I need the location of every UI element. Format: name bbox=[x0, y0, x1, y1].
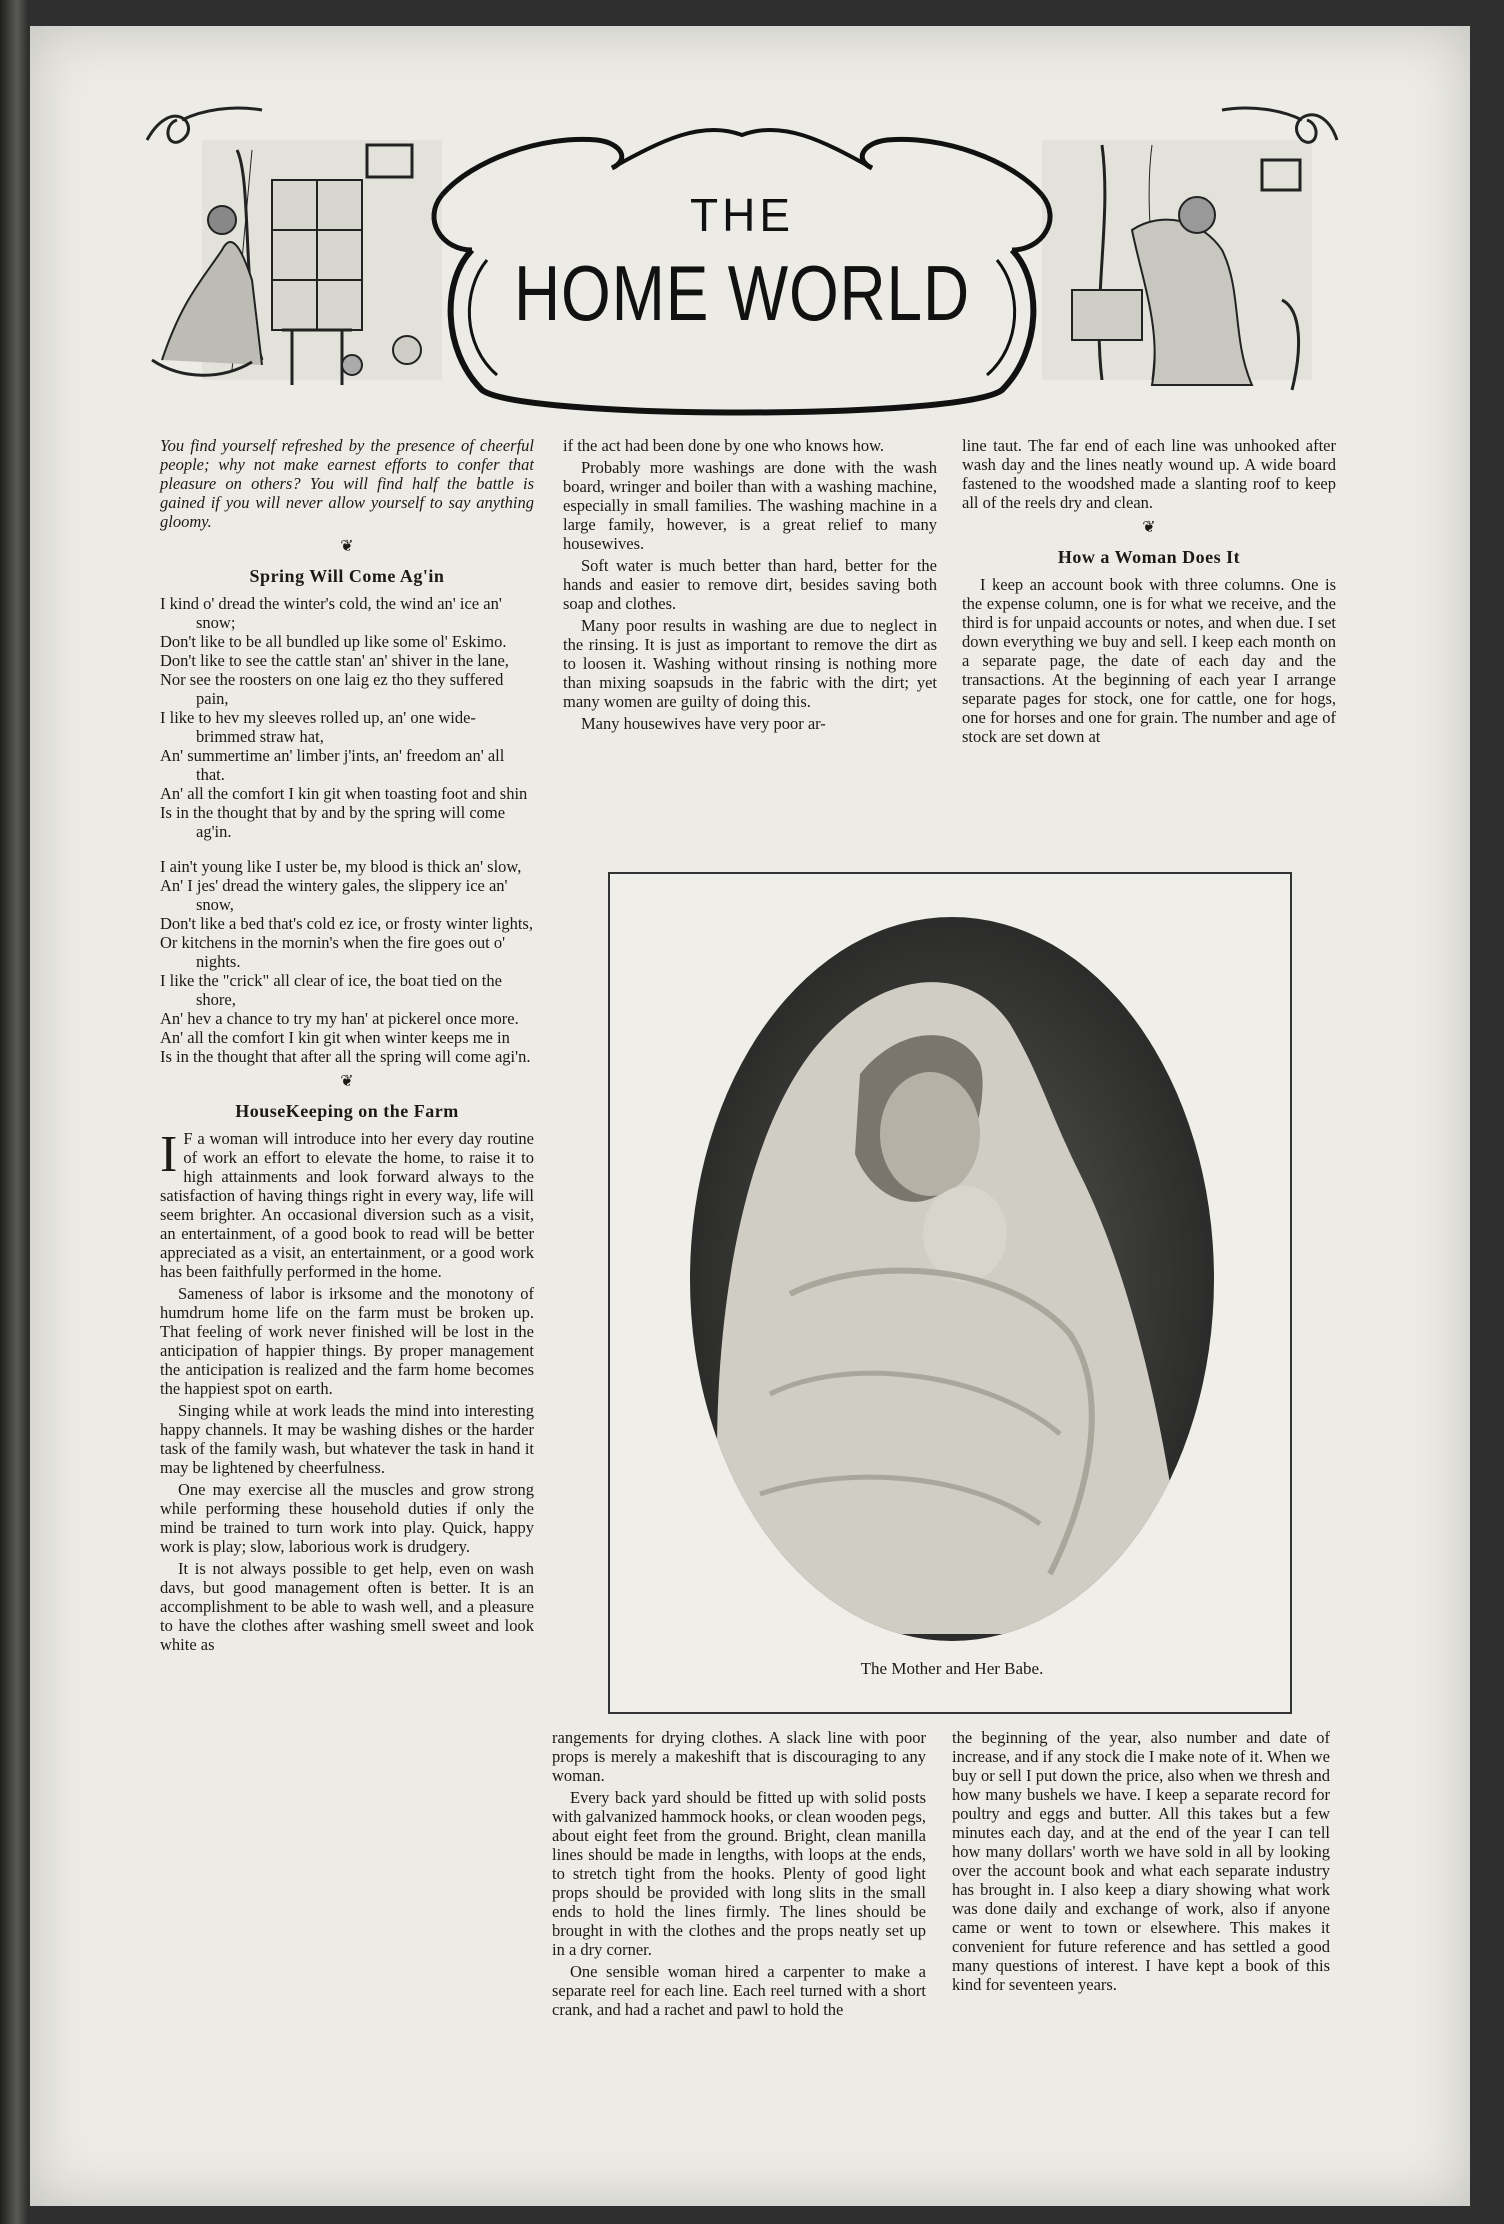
col2-p2: Probably more washings are done with the wash board, wringer and boiler than with a washing machine, especially in small families. The washing machine in a large family, however, is a great relief to many housewives. bbox=[563, 458, 937, 553]
poem-line: Don't like to see the cattle stan' an' shiver in the lane, bbox=[160, 651, 509, 670]
poem-line: Or kitchens in the mornin's when the fire goes out o' nights. bbox=[160, 933, 506, 971]
column-3-lower bbox=[952, 1728, 1330, 1997]
mother-and-babe-photo bbox=[610, 874, 1290, 1644]
lower-mid-p1: rangements for drying clothes. A slack line with poor props is merely a makeshift that is discouraging to any woman. bbox=[552, 1728, 926, 1785]
housekeeping-p5: It is not always possible to get help, even on wash davs, but good management often is better. It is an accomplishment to be able to wash well, and a pleasure to have the clothes after washing smell sweet and look white as bbox=[160, 1559, 534, 1654]
book-spine bbox=[0, 0, 28, 2224]
poem-line: Nor see the roosters on one laig ez tho they suffered pain, bbox=[160, 670, 504, 708]
housekeeping-p1 bbox=[160, 1126, 534, 1281]
leaf-ornament-icon: ❦ bbox=[340, 1073, 354, 1090]
masthead-the: THE bbox=[690, 189, 794, 241]
photo-frame bbox=[608, 872, 1292, 1714]
drop-cap: I bbox=[160, 1126, 178, 1183]
leaf-ornament-icon: ❦ bbox=[1142, 519, 1156, 536]
poem-line: An' hev a chance to try my han' at pickerel once more. bbox=[160, 1009, 519, 1028]
housekeeping-heading: HouseKeeping on the Farm bbox=[235, 1101, 459, 1121]
leaf-ornament-icon: ❦ bbox=[340, 538, 354, 555]
column-3-upper bbox=[962, 436, 1336, 749]
lower-right-p1: the beginning of the year, also number and date of increase, and if any stock die I make note of it. When we buy or sell I put down the price, also when we thresh and how many bushels we have. I keep a separate record for poultry and eggs and butter. All this takes but a few minutes each day, and at the end of the year I can tell how many dollars' worth we have sold in all by looking over the account book and what each separate industry has brought in. I also keep a diary showing what work was done daily and exchange of work, also if anyone came or went to town or elsewhere. This makes it convenient for future reference and has settled a good many questions of interest. I have kept a book of this kind for seventeen years. bbox=[952, 1728, 1330, 1994]
stanza-gap bbox=[160, 841, 534, 857]
poem-line: An' all the comfort I kin git when toasting foot and shin bbox=[160, 784, 528, 803]
housekeeping-p2: Sameness of labor is irksome and the monotony of humdrum home life on the farm must be broken up. That feeling of work never finished will be lost in the anticipation of happier things. By proper management the anticipation is realized and the farm home becomes the happiest spot on earth. bbox=[160, 1284, 534, 1398]
lower-mid-p2: Every back yard should be fitted up with solid posts with galvanized hammock hooks, or clean wooden pegs, about eight feet from the ground. Bright, clean manilla lines should be made in lengths, with loops at the ends, to stretch tight from the hooks. Plenty of good light props should be provided with long slits in the small ends to hold the lines firmly. The lines should be brought in with the clothes and the props neatly set up in a dry corner. bbox=[552, 1788, 926, 1959]
how-woman-heading: How a Woman Does It bbox=[1057, 547, 1241, 567]
poem-line: I ain't young like I uster be, my blood is thick an' slow, bbox=[160, 857, 522, 876]
poem-line: I like the "crick" all clear of ice, the boat tied on the shore, bbox=[160, 971, 502, 1009]
poem-line: An' I jes' dread the wintery gales, the slippery ice an' snow, bbox=[160, 876, 508, 914]
spring-poem bbox=[160, 594, 534, 1066]
housekeeping-p1-text: F a woman will introduce into her every day routine of work an effort to elevate the home, to raise it to high attainments and look forward always to the satisfaction of having things right in every way, life will seem brighter. An occasional diversion such as a visit, an entertainment, of a good book to read will be better appreciated as a visit, an entertainment, or a good work has been faithfully performed in the home. bbox=[160, 1129, 534, 1281]
col3-p2: I keep an account book with three columns. One is the expense column, one is for what we receive, and the third is for unpaid accounts or notes, and when due. I set down everything we buy and sell. I keep each month on a separate page, the date of each day and the transactions. At the beginning of each year I arrange separate pages for stock, one for cattle, one for hogs, one for horses and one for grain. The number and age of stock are set down at bbox=[962, 575, 1336, 746]
poem-line: Don't like to be all bundled up like some ol' Eskimo. bbox=[160, 632, 507, 651]
intro-paragraph: You find yourself refreshed by the presence of cheerful people; why not make earnest efforts to confer that pleasure on others? You will find half the battle is gained if you will never allow yourself to say anything gloomy. bbox=[160, 436, 534, 531]
col2-p4: Many poor results in washing are due to neglect in the rinsing. It is just as important to remove the dirt as to loosen it. Washing without rinsing is nothing more than mixing soapsuds in the fabric with the dirt; yet many women are guilty of doing this. bbox=[563, 616, 937, 711]
photo-caption: The Mother and Her Babe. bbox=[860, 1659, 1044, 1678]
poem-line: An' all the comfort I kin git when winter keeps me in bbox=[160, 1028, 510, 1047]
poem-line: I kind o' dread the winter's cold, the wind an' ice an' snow; bbox=[160, 594, 502, 632]
housekeeping-p3: Singing while at work leads the mind into interesting happy channels. It may be washing dishes or the harder task of the family wash, but whatever the task in hand it may be lightened by cheerfulness. bbox=[160, 1401, 534, 1477]
left-illustration bbox=[147, 108, 442, 385]
spring-heading: Spring Will Come Ag'in bbox=[249, 566, 445, 586]
housekeeping-p4: One may exercise all the muscles and grow strong while performing these household duties if only the mind be trained to turn work into play. Quick, happy work is play; slow, laborious work is drudgery. bbox=[160, 1480, 534, 1556]
poem-line: Don't like a bed that's cold ez ice, or frosty winter lights, bbox=[160, 914, 533, 933]
column-2-lower bbox=[552, 1728, 926, 2022]
col2-p1: if the act had been done by one who knows how. bbox=[563, 436, 885, 455]
poem-line: An' summertime an' limber j'ints, an' freedom an' all that. bbox=[160, 746, 505, 784]
poem-line: I like to hev my sleeves rolled up, an' one wide-brimmed straw hat, bbox=[160, 708, 476, 746]
poem-line: Is in the thought that after all the spring will come agi'n. bbox=[160, 1047, 531, 1066]
col2-p3: Soft water is much better than hard, better for the hands and easier to remove dirt, besides saving both soap and clothes. bbox=[563, 556, 937, 613]
masthead-title: HOME WORLD bbox=[514, 249, 970, 337]
column-2-upper bbox=[563, 436, 937, 736]
col3-p1: line taut. The far end of each line was unhooked after wash day and the lines neatly wound up. A wide board fastened to the woodshed made a slanting roof to keep all of the reels dry and clean. bbox=[962, 436, 1336, 512]
lower-mid-p3: One sensible woman hired a carpenter to make a separate reel for each line. Each reel turned with a short crank, and had a rachet and pawl to hold the bbox=[552, 1962, 926, 2019]
column-1 bbox=[160, 436, 534, 1657]
poem-line: Is in the thought that by and by the spring will come ag'in. bbox=[160, 803, 506, 841]
col2-p5: Many housewives have very poor ar- bbox=[581, 714, 826, 733]
masthead bbox=[142, 100, 1342, 430]
